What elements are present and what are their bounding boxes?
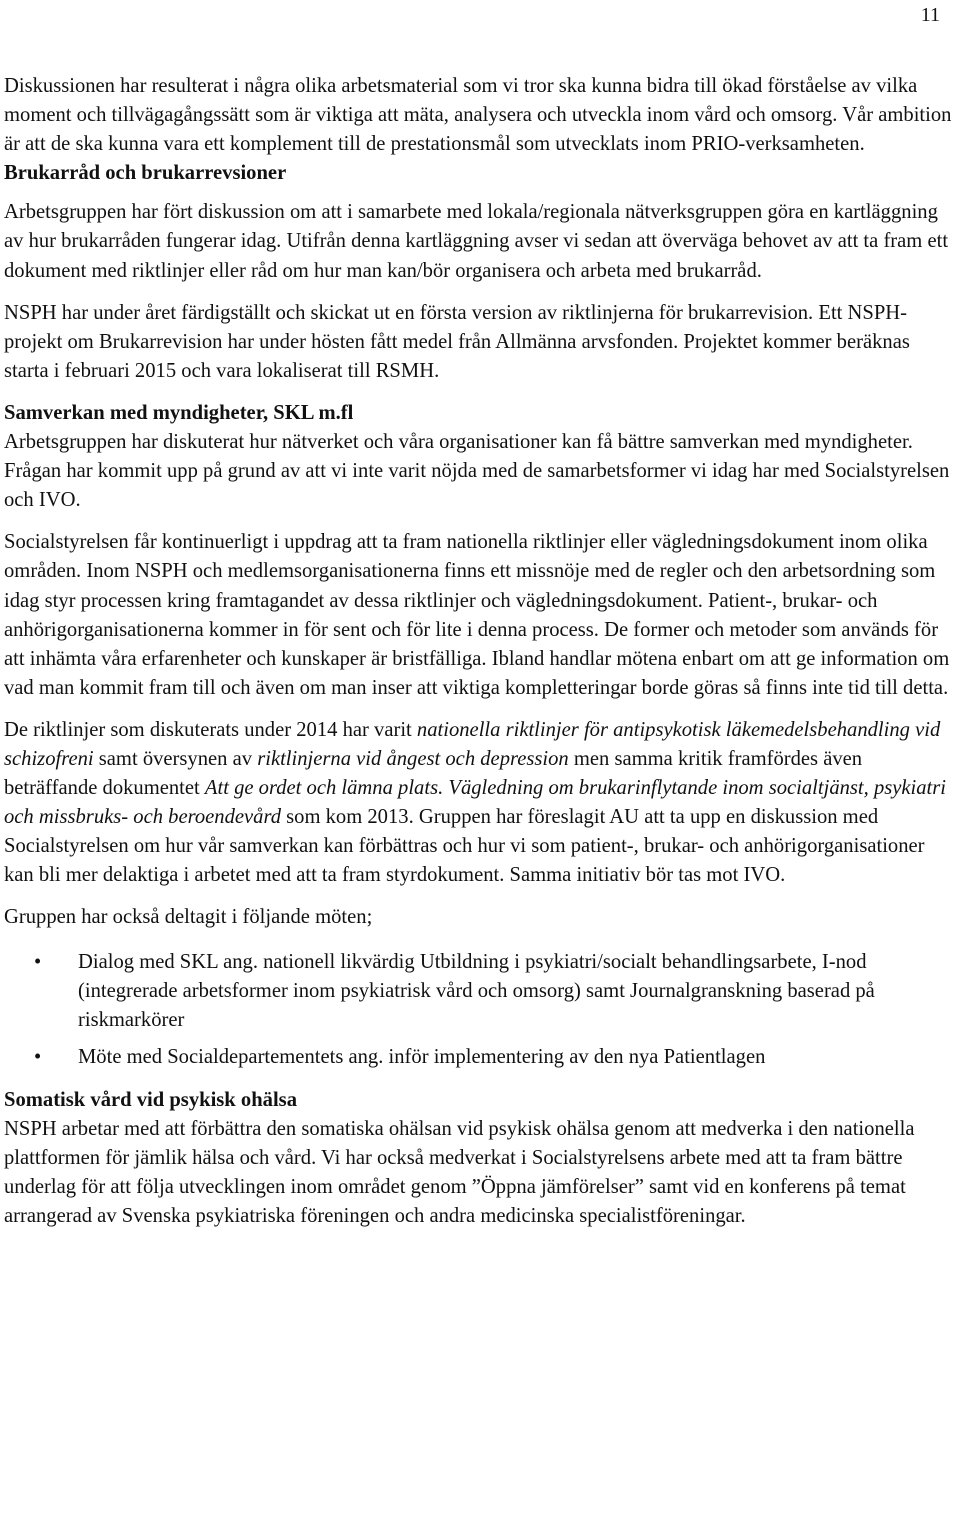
- list-item-text: Dialog med SKL ang. nationell likvärdig Utbildning i psykiatri/socialt behandlingsarbete, I-nod (integrerade arbetsformer inom psykiatrisk vård och omsorg) samt Journalgranskning baserad på riskmarkörer: [78, 950, 875, 1031]
- paragraph: NSPH arbetar med att förbättra den somatiska ohälsan vid psykisk ohälsa genom att medverka i den nationella plattformen för jämlik hälsa och vård. Vi har också medverkat i Socialstyrelsens arbete med att ta fram bättre underlag för att följa utvecklingen inom området genom ”Öppna jämförelser” samt vid en konferens på temat arrangerad av Svenska psykiatriska föreningen och andra medicinska specialistföreningar.: [4, 1118, 915, 1228]
- paragraph-riktlinjer: [4, 716, 956, 891]
- list-item-text: Möte med Socialdepartementets ang. inför implementering av den nya Patientlagen: [78, 1045, 766, 1068]
- italic-title: riktlinjerna vid ångest och depression: [257, 747, 569, 770]
- section-heading-brukarrad: Brukarråd och brukarrevsioner: [4, 162, 287, 185]
- text-span: men samma kritik framfördes även beträffande dokumentet: [4, 747, 863, 800]
- paragraph: Socialstyrelsen får kontinuerligt i uppdrag att ta fram nationella riktlinjer eller vägledningsdokument inom olika områden. Inom NSPH och medlemsorganisationerna finns ett missnöje med de regler och den arbetsordning som idag styr processen kring framtagandet av dessa riktlinjer och vägledningsdokument. Patient-, brukar- och anhörigorganisationerna kommer in för sent och för lite i denna process. De former och metoder som används för att inhämta våra erfarenheter och kunskaper är bristfälliga. Ibland handlar mötena enbart om att ge information om vad man kommit fram till och även om man inser att viktiga kompletteringar borde göras så finns inte tid till detta.: [4, 531, 950, 699]
- document-body: [4, 72, 956, 1231]
- paragraph: Arbetsgruppen har diskuterat hur nätverket och våra organisationer kan få bättre samverkan med myndigheter. Frågan har kommit upp på grund av att vi inte varit nöjda med de samarbetsformer vi idag har med Socialstyrelsen och IVO.: [4, 431, 950, 512]
- text-span: De riktlinjer som diskuterats under 2014 har varit: [4, 718, 417, 741]
- text-span: samt översynen av: [93, 747, 258, 770]
- list-item: [4, 1043, 956, 1072]
- paragraph: Arbetsgruppen har fört diskussion om att i samarbete med lokala/regionala nätverksgruppen göra en kartläggning av hur brukarråden fungerar idag. Utifrån denna kartläggning avser vi sedan att överväga behovet av att ta fram ett dokument med riktlinjer eller råd om hur man kan/bör organisera och arbeta med brukarråd.: [4, 201, 949, 282]
- italic-title: Att ge ordet och lämna plats. Vägledning om brukarinflytande inom socialtjänst, psykiatri och missbruks- och beroendevård: [4, 777, 947, 829]
- bullet-icon: •: [34, 950, 42, 973]
- paragraph: NSPH har under året färdigställt och skickat ut en första version av riktlinjerna för brukarrevision. Ett NSPH-projekt om Brukarrevision har under hösten fått medel från Allmänna arvsfonden. Projektet kommer beräknas starta i februari 2015 och vara lokaliserat till RSMH.: [4, 301, 910, 382]
- section-heading-samverkan: Samverkan med myndigheter, SKL m.fl: [4, 401, 354, 424]
- bullet-icon: •: [34, 1045, 42, 1068]
- italic-title: nationella riktlinjer för antipsykotisk läkemedelsbehandling vid schizofreni: [4, 718, 941, 770]
- meetings-list: [4, 948, 956, 1072]
- intro-paragraph: Diskussionen har resulterat i några olika arbetsmaterial som vi tror ska kunna bidra till ökad förståelse av vilka moment och tillvägagångssätt som är viktiga att mäta, analysera och utveckla inom vård och omsorg. Vår ambition är att de ska kunna vara ett komplement till de prestationsmål som utvecklats inom PRIO-verksamheten.: [4, 75, 952, 156]
- section-heading-somatisk: Somatisk vård vid psykisk ohälsa: [4, 1088, 297, 1111]
- text-span: som kom 2013. Gruppen har föreslagit AU att ta upp en diskussion med Socialstyrelsen om hur vår samverkan kan förbättras och hur vi som patient-, brukar- och anhörigorganisationer kan bli mer delaktiga i arbetet med att ta fram styrdokument. Samma initiativ bör tas mot IVO.: [4, 806, 925, 887]
- list-item: [4, 948, 956, 1035]
- paragraph: Gruppen har också deltagit i följande möten;: [4, 906, 373, 929]
- page-number: 11: [920, 4, 940, 26]
